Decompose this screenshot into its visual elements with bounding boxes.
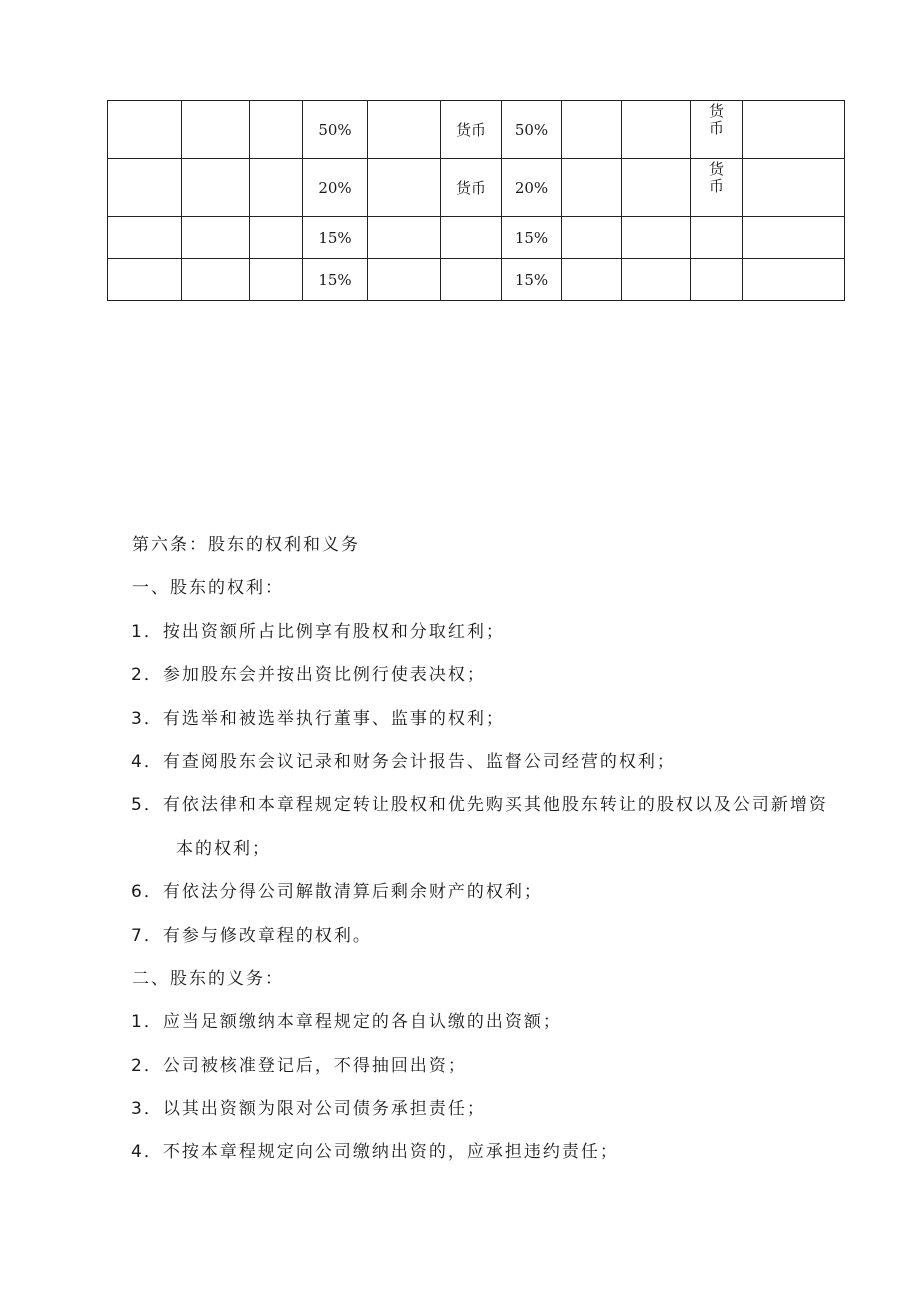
table-cell bbox=[441, 259, 502, 301]
article-heading: 第六条：股东的权利和义务 bbox=[132, 535, 360, 555]
table-cell bbox=[368, 217, 441, 259]
table-cell bbox=[562, 101, 622, 159]
table-cell bbox=[743, 259, 845, 301]
table-cell bbox=[182, 217, 250, 259]
ratio-cell: 50% bbox=[502, 101, 562, 159]
ratio-cell: 15% bbox=[303, 259, 368, 301]
table-cell bbox=[691, 259, 743, 301]
table-cell bbox=[108, 101, 182, 159]
rights-item: 4．有查阅股东会议记录和财务会计报告、监督公司经营的权利； bbox=[131, 751, 676, 772]
table-cell bbox=[250, 217, 303, 259]
table-cell bbox=[368, 101, 441, 159]
duties-item: 3．以其出资额为限对公司债务承担责任； bbox=[131, 1099, 486, 1120]
method-cell: 货币 bbox=[441, 159, 502, 217]
rights-title: 一、股东的权利： bbox=[132, 578, 284, 599]
table-cell bbox=[182, 101, 250, 159]
rights-item: 3．有选举和被选举执行董事、监事的权利； bbox=[131, 708, 505, 729]
ratio-cell: 15% bbox=[502, 259, 562, 301]
table-cell bbox=[562, 259, 622, 301]
table-cell bbox=[182, 159, 250, 217]
table-cell bbox=[368, 259, 441, 301]
table-cell bbox=[691, 217, 743, 259]
method-cell-stacked bbox=[691, 159, 743, 217]
rights-item: 7．有参与修改章程的权利。 bbox=[131, 925, 372, 946]
table-cell bbox=[743, 159, 845, 217]
table-cell bbox=[441, 217, 502, 259]
table-cell bbox=[368, 159, 441, 217]
table-cell bbox=[743, 217, 845, 259]
table-cell bbox=[250, 159, 303, 217]
table-row bbox=[108, 259, 845, 301]
table-cell bbox=[622, 217, 691, 259]
table-cell bbox=[562, 217, 622, 259]
method-cell-stacked bbox=[691, 101, 743, 159]
table-row bbox=[108, 217, 845, 259]
duties-item: 1．应当足额缴纳本章程规定的各自认缴的出资额； bbox=[131, 1012, 562, 1033]
table-cell bbox=[108, 259, 182, 301]
table-cell bbox=[108, 217, 182, 259]
table-cell bbox=[622, 101, 691, 159]
stacked-char: 货 bbox=[708, 102, 724, 120]
table-row bbox=[108, 159, 845, 217]
rights-item: 2．参加股东会并按出资比例行使表决权； bbox=[131, 665, 486, 686]
table-cell bbox=[182, 259, 250, 301]
table-cell bbox=[250, 259, 303, 301]
stacked-char: 币 bbox=[708, 177, 724, 195]
stacked-char: 币 bbox=[708, 119, 724, 137]
table-row bbox=[108, 101, 845, 159]
article-body bbox=[132, 530, 892, 1181]
table-cell bbox=[622, 159, 691, 217]
ratio-cell: 50% bbox=[303, 101, 368, 159]
table-cell bbox=[250, 101, 303, 159]
rights-item: 5．有依法律和本章程规定转让股权和优先购买其他股东转让的股权以及公司新增资 bbox=[131, 795, 828, 816]
rights-item: 1．按出资额所占比例享有股权和分取红利； bbox=[131, 621, 505, 642]
table-cell bbox=[622, 259, 691, 301]
ratio-cell: 15% bbox=[502, 217, 562, 259]
ratio-cell: 20% bbox=[303, 159, 368, 217]
duties-item: 4．不按本章程规定向公司缴纳出资的，应承担违约责任； bbox=[131, 1142, 619, 1163]
table-cell bbox=[562, 159, 622, 217]
table-cell bbox=[743, 101, 845, 159]
duties-item: 2．公司被核准登记后，不得抽回出资； bbox=[131, 1055, 467, 1076]
table-cell bbox=[108, 159, 182, 217]
ratio-cell: 15% bbox=[303, 217, 368, 259]
ratio-cell: 20% bbox=[502, 159, 562, 217]
method-cell: 货币 bbox=[441, 101, 502, 159]
rights-item: 6．有依法分得公司解散清算后剩余财产的权利； bbox=[131, 882, 543, 903]
stacked-char: 货 bbox=[708, 160, 724, 178]
shareholder-table bbox=[107, 100, 845, 301]
duties-title: 二、股东的义务： bbox=[132, 968, 284, 989]
rights-item-continuation: 本的权利； bbox=[176, 838, 271, 859]
